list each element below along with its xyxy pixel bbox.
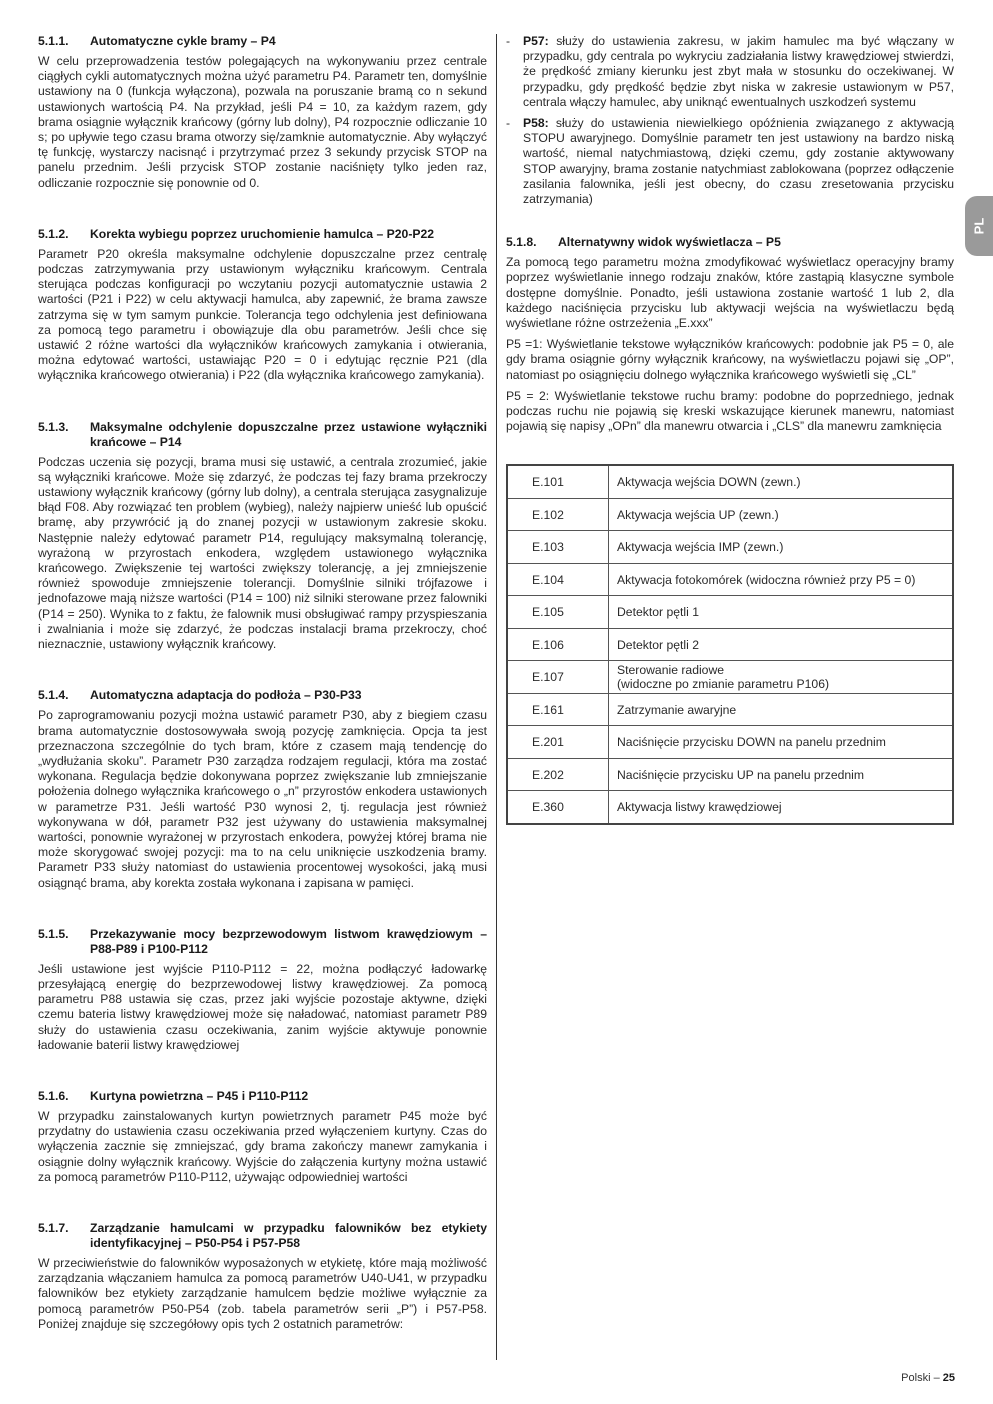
section-5-1-4 [38,688,487,890]
section-heading [38,927,487,957]
page-number: 25 [942,1372,955,1384]
section-title: Automatyczne cykle bramy – P4 [90,34,276,48]
section-5-1-6 [38,1089,487,1185]
table-row [507,596,953,629]
warning-codes-table [506,464,954,825]
section-title: Przekazywanie mocy bezprzewodowym listwom krawędziowym – P88-P89 i P100-P112 [90,926,487,956]
section-5-1-3 [38,420,487,653]
section-number: 5.1.2. [38,226,69,241]
bullet-label: P57: [523,34,549,48]
table-row [507,791,953,824]
paragraph: W celu przeprowadzenia testów polegających na wykonywaniu przez centrale ciągłych cykli automatycznych można użyć parametru P4. Parametr ten, domyślnie ustawiony na 0 (funkcja wyłączona), pozwala na poruszanie bramą co n sekund ustawionych wartością P4. Na przykład, jeśli P4 = 10, za każdym razem, gdy brama osiągnie wyłącznik krańcowy (górny lub dolny), P4 rozpocznie odliczanie 10 s; po upływie tego czasu brama otworzy się/zamknie automatycznie. Aby wyłączyć tę funkcję, wystarczy nacisnąć i przytrzymać przez 3 sekundy przycisk STOP na panelu przednim. Jeśli przycisk STOP zostanie naciśnięty tylko jeden raz, odliczanie rozpocznie się ponownie od 0. [38,54,487,190]
bullet-label: P58: [523,116,549,131]
table-row [507,661,953,694]
section-heading [506,235,954,250]
paragraph: W przeciwieństwie do falowników wyposażonych w etykietę, które mają możliwość zarządzania włączaniem hamulca za pomocą parametrów U40-U41, w przypadku falowników bez etykiety zarządzanie hamulcem będzie możliwe wyłącznie za pomocą parametrów P50-P54 (zob. tabela parametrów serii „P”) i P57-P58. Poniżej znajduje się szczegółowy opis tych 2 ostatnich parametrów: [38,1255,487,1331]
description-cell: Zatrzymanie awaryjne [609,693,954,726]
paragraph: Podczas uczenia się pozycji, brama musi się ustawić, a centrala zrozumieć, jakie są wyłączniki krańcowe. Może się zdarzyć, że podczas tej fazy brama przekroczy ustawiony wyłącznik krańcowy (górny lub dolny), a centrala sterująca zasygnalizuje błąd F08. Aby rozwiązać ten problem (wybieg), należy najpierw unieść lub opuścić bramę, aby przywrócić ją do znanej pozycji w ustawionym zakresie skoku. Następnie należy edytować parametr P14, regulujący maksymalną tolerancję, wyrażoną w przyrostach enkodera, względem ustawionego wyłącznika krańcowego. Zwiększenie tej wartości zwiększy tolerancję, a jej zmniejszenie również spowoduje zmniejszenie tolerancji. Domyślnie silniki trójfazowe i jednofazowe mają niższe wartości (P14 = 100) niż silniki sterowane przez falowniki (P14 = 250). Wynika to z faktu, że falownik musi obsługiwać rampy przyspieszania i zwalniania i może się zdarzyć, że podczas instalacji brama przekroczy, choć nieznacznie, ustawiony wyłącznik krańcowy. [38,454,487,652]
section-heading [38,227,487,242]
description-cell: Naciśnięcie przycisku DOWN na panelu przednim [609,726,954,759]
section-number: 5.1.8. [506,235,537,250]
section-5-1-7 [38,1221,487,1332]
section-heading [38,688,487,703]
code-cell: E.104 [507,563,609,596]
description-cell [609,661,954,694]
paragraph: Za pomocą tego parametru można zmodyfikować wyświetlacz operacyjny bramy poprzez wyświetlanie innego rodzaju znaków, które zastąpią klasyczne symbole dostępne domyślnie. Ponadto, jeśli ustawiona zostanie wartość 1 lub 2, dla każdego naciśnięcia przycisku lub aktywacji wejścia na wyświetlaczu będą wyświetlane różne ostrzeżenia „E.xxx” [506,255,954,331]
right-column [506,34,954,825]
paragraph: P5 =1: Wyświetlanie tekstowe wyłączników krańcowych: podobnie jak P5 = 0, ale gdy brama osiągnie górny wyłącznik krańcowy, na wyświetlaczu pojawi się „OP”, natomiast po osiągnięciu dolnego wyłącznika krańcowego wyświetli się „CL” [506,337,954,382]
section-title: Alternatywny widok wyświetlacza – P5 [558,235,781,250]
bullet-dash: - [506,34,511,48]
bullet-body: służy do ustawienia niewielkiego opóźnienia związanego z aktywacją STOPU awaryjnego. Domyślnie parametr ten jest ustawiony na bardzo niską wartość, niemal natychmiastową, dzięki czemu, gdy zostanie aktywowany STOP awaryjny, brama zostanie natychmiast zablokowana (poprzez odłączenie zasilania falownika, jeśli jest obecny, do czasu zresetowania przycisku zatrzymania) [523,116,954,207]
bullet-text [523,116,954,207]
paragraph: Parametr P20 określa maksymalne odchylenie dopuszczalne przez centralę podczas zatrzymywania przy ustawionym wyłączniku krańcowym. Centrala sterująca podczas konfiguracji po wczytaniu pozycji automatycznie ustawia 2 wartości (P21 i P22) w celu aktywacji hamulca, aby zapewnić, że brama zawsze zatrzyma się w tym samym punkcie. Tolerancja tego odchylenia jest definiowana za pomocą tego parametru i obowiązuje dla obu parametrów. Jeśli chce się ustawić 2 różne wartości dla wyłączników krańcowych zamykania i otwierania, można edytować wartości, ustawiając P20 = 0 i edytując ręcznie P21 (dla wyłącznika krańcowego otwierania) i P22 (dla wyłącznika krańcowego zamykania). [38,246,487,383]
left-column [38,34,487,1368]
description-cell: Detektor pętli 1 [609,596,954,629]
section-title: Maksymalne odchylenie dopuszczalne przez ustawione wyłączniki krańcowe – P14 [90,419,487,449]
section-heading [38,420,487,450]
section-5-1-1 [38,34,487,191]
paragraph: P5 = 2: Wyświetlanie tekstowe ruchu bramy: podobne do poprzedniego, jednak podczas ruchu nie pojawią się kreski wskazujące kierunek manewru, natomiast pojawią się napisy „OPn” dla manewru otwarcia i „CLS” dla manewru zamknięcia [506,388,954,434]
code-cell: E.202 [507,758,609,791]
description-line: Sterowanie radiowe [617,663,725,678]
bullet-p57 [506,34,954,110]
table-row [507,498,953,531]
section-5-1-5 [38,927,487,1053]
footer-language: Polski – [901,1372,943,1384]
description-cell: Aktywacja fotokomórek (widoczna również przy P5 = 0) [609,563,954,596]
description-cell: Aktywacja wejścia IMP (zewn.) [609,531,954,564]
section-number: 5.1.3. [38,419,69,434]
description-cell: Aktywacja wejścia UP (zewn.) [609,498,954,531]
section-title: Kurtyna powietrzna – P45 i P110-P112 [90,1088,309,1103]
section-title: Korekta wybiegu poprzez uruchomienie hamulca – P20-P22 [90,226,435,241]
table-row [507,531,953,564]
table-row [507,465,953,498]
code-cell: E.103 [507,531,609,564]
code-cell: E.161 [507,693,609,726]
section-heading [38,1221,487,1251]
bullet-dash: - [506,116,511,131]
code-cell: E.102 [507,498,609,531]
code-cell: E.360 [507,791,609,824]
table-row [507,726,953,759]
section-number: 5.1.6. [38,1088,69,1103]
description-cell: Detektor pętli 2 [609,628,954,661]
code-cell: E.106 [507,628,609,661]
bullet-p58 [506,116,954,207]
description-cell: Aktywacja wejścia DOWN (zewn.) [609,465,954,498]
section-title: Automatyczna adaptacja do podłoża – P30-P33 [90,688,362,703]
table-row [507,628,953,661]
description-cell: Aktywacja listwy krawędziowej [609,791,954,824]
section-5-1-2 [38,227,487,384]
bullet-body: służy do ustawienia zakresu, w jakim hamulec ma być włączany w przypadku, gdy centrala po wykryciu zadziałania listwy krawędziowej stwierdzi, że prędkość zmiany kierunku jest zbyt mała w stosunku do oczekiwanej. W przypadku, gdy prędkość będzie zbyt niska w zakresie ustawionym w P57, centrala włączy hamulec, aby uniknąć ewentualnych uszkodzeń systemu [523,34,954,109]
section-heading [38,1089,487,1104]
code-cell: E.101 [507,465,609,498]
code-cell: E.201 [507,726,609,759]
section-number: 5.1.4. [38,688,69,703]
description-cell: Naciśnięcie przycisku UP na panelu przednim [609,758,954,791]
section-title: Zarządzanie hamulcami w przypadku falowników bez etykiety identyfikacyjnej – P50-P54 i P57-P58 [90,1220,487,1250]
section-number: 5.1.5. [38,926,69,941]
table-row [507,758,953,791]
paragraph: Jeśli ustawione jest wyjście P110-P112 = 22, można podłączyć ładowarkę przesyłającą energię do bezprzewodowej listwy krawędziowej. Za pomocą parametru P88 ustawia się czas, przez jaki wyjście pozostaje aktywne, dzięki czemu bateria listwy krawędziowej może się naładować, natomiast parametr P89 służy do ustawienia czasu oczekiwania, zanim wyjście aktywuje ponownie ładowanie baterii listwy krawędziowej [38,961,487,1052]
section-5-1-8 [506,235,954,434]
page-footer [901,1372,955,1384]
section-number: 5.1.7. [38,1220,69,1235]
code-cell: E.107 [507,661,609,694]
paragraph: Po zaprogramowaniu pozycji można ustawić parametr P30, aby z biegiem czasu brama automatycznie dostosowywała swoją pozycję zamknięcia. Opcja ta jest przeznaczona szczególnie do tych bram, które z czasem mają tendencję do „wydłużania skoku”. Parametr P30 zarządza rodzajem regulacji, która ma zostać wykonana. Regulacja będzie dokonywana poprzez zwiększanie lub zmniejszanie położenia dolnego wyłącznika krańcowego o „n” przyrostów enkodera ustawionych w parametrze P31. Jeśli wartość P30 wynosi 2, tj. regulacja jest również wykonywana w dół, parametr P32 jest używany do ustawienia maksymalnej wartości, ponownie wyrażonej w przyrostach enkodera, powyżej której brama nie może skorygować swojej pozycji: ma to na celu uniknięcie uszkodzenia bramy. Parametr P33 służy natomiast do ustawienia procentowej wysokości, jaką musi osiągnąć brama, aby korekta została wykonana i zapisana w pamięci. [38,708,487,890]
language-tab [965,196,993,256]
table-row [507,693,953,726]
paragraph: W przypadku zainstalowanych kurtyn powietrznych parametr P45 może być przydatny do ustawienia czasu oczekiwania przed wyłączeniem kurtyny. Czas do wyłączenia zacznie się zmniejszać, gdy brama zakończy manewr zamykania i osiągnie dolny wyłącznik krańcowy. Wyjście do załączenia kurtyny można ustawić za pomocą parametrów P110-P112, używając odpowiedniej wartości [38,1108,487,1184]
section-heading [38,34,487,49]
table-row [507,563,953,596]
column-divider [496,34,497,1360]
section-number: 5.1.1. [38,34,69,48]
language-tab-label: PL [971,217,987,235]
description-line: (widoczne po zmianie parametru P106) [617,677,830,692]
bullet-text [523,34,954,110]
code-cell: E.105 [507,596,609,629]
